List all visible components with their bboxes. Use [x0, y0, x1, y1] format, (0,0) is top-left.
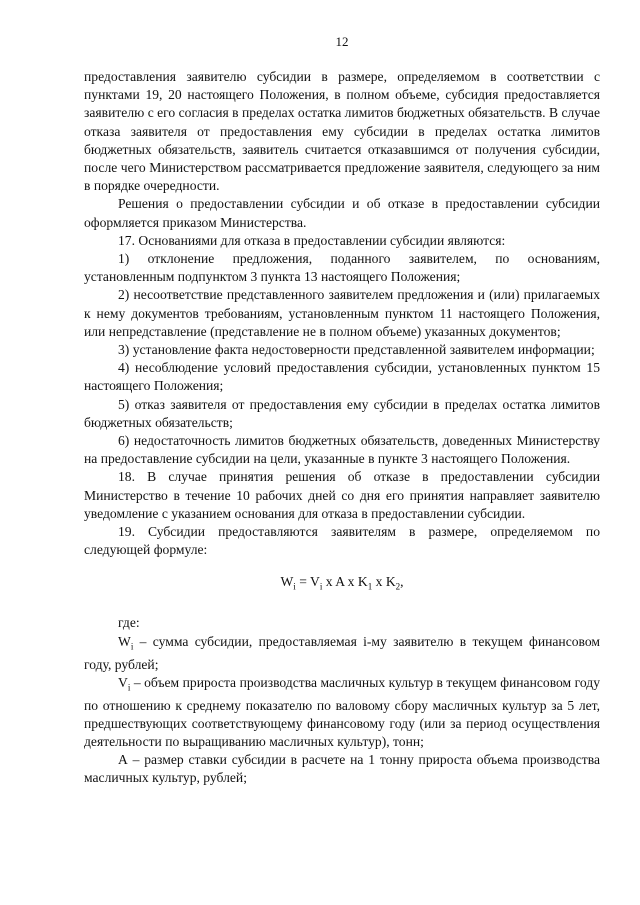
definition-wi-letter: W: [118, 633, 131, 649]
formula-tail: ,: [400, 574, 404, 590]
formula-k2: K: [385, 574, 396, 590]
definition-wi-sub: i: [130, 641, 134, 652]
definition-vi-symbol: [118, 674, 131, 693]
paragraph-decision: Решения о предоставлении субсидии и об отказе в предоставлении субсидии оформляется приказом Министерства.: [84, 196, 600, 230]
paragraph-continuation: предоставления заявителю субсидии в размере, определяемом в соответствии с пунктами 19, 20 настоящего Положения, в полном объеме, субсидия предоставляется заявителю с его согласия в пределах остатка лимитов бюджетных обязательств. В случае отказа заявителя от предоставления ему субсидии в пределах остатка лимитов бюджетных обязательств, заявитель считается отказавшимся от получения субсидии, после чего Министерством рассматривается предложение заявителя, следующего за ним в порядке очередности.: [84, 69, 600, 194]
list-item-17-6: 6) недостаточность лимитов бюджетных обязательств, доведенных Министерству на предоставление субсидии на цели, указанные в пункте 3 настоящего Положения.: [84, 433, 600, 467]
list-item-17-3: 3) установление факта недостоверности представленной заявителем информации;: [118, 342, 595, 358]
list-item-17-4: 4) несоблюдение условий предоставления субсидии, установленных пунктом 15 настоящего Положения;: [84, 360, 600, 394]
list-item-17-5: 5) отказ заявителя от предоставления ему субсидии в пределах остатка лимитов бюджетных обязательств;: [84, 396, 600, 430]
where-label: где:: [118, 615, 140, 631]
formula-v: V: [310, 574, 320, 590]
formula-k1-sub: 1: [367, 582, 373, 593]
formula-w: W: [280, 574, 294, 590]
definition-vi-letter: V: [118, 674, 128, 690]
formula-k2-sub: 2: [395, 582, 401, 593]
document-body: [84, 68, 600, 788]
list-item-17-1: 1) отклонение предложения, поданного заявителем, по основаниям, установленным подпунктом 3 пункта 13 настоящего Положения;: [84, 251, 600, 285]
formula-x1: x A x: [322, 574, 358, 590]
formula-eq: =: [295, 574, 311, 590]
paragraph-17-heading: 17. Основаниями для отказа в предоставлении субсидии являются:: [118, 232, 506, 248]
list-item-17-2: 2) несоответствие представленного заявителем предложения и (или) прилагаемых к нему документов требованиям, установленным пунктом 11 настоящего Положения, или непредставление (представление не в полном объеме) указанных документов;: [84, 287, 600, 339]
definition-vi-text: – объем прироста производства масличных культур в текущем финансовом году по отношению к среднему показателю по валовому сбору масличных культур за 5 лет, предшествующих соответствующему финансовому году (или за период осуществления деятельности по выращиванию масличных культур), тонн;: [84, 674, 600, 750]
definition-wi-symbol: [118, 633, 134, 652]
page-number: 12: [335, 34, 349, 49]
definition-wi-text: – сумма субсидии, предоставляемая i-му заявителю в текущем финансовом году, рублей;: [84, 633, 600, 672]
definition-vi: [84, 674, 600, 752]
paragraph-19: 19. Субсидии предоставляются заявителям в размере, определяемом по следующей формуле:: [84, 524, 600, 558]
definition-wi: [84, 633, 600, 674]
definition-a: А – размер ставки субсидии в расчете на 1 тонну прироста объема производства масличных культур, рублей;: [84, 752, 600, 786]
formula-k1: K: [357, 574, 368, 590]
formula-w-sub: i: [293, 582, 296, 593]
subsidy-formula: [84, 573, 600, 596]
paragraph-18: 18. В случае принятия решения об отказе в предоставлении субсидии Министерство в течение 10 рабочих дней со дня его принятия направляет заявителю уведомление с указанием основания для отказа в предоставлении субсидии.: [84, 469, 600, 521]
formula-x2: x: [372, 574, 386, 590]
definition-vi-sub: i: [127, 682, 131, 693]
formula-v-sub: i: [319, 582, 323, 593]
